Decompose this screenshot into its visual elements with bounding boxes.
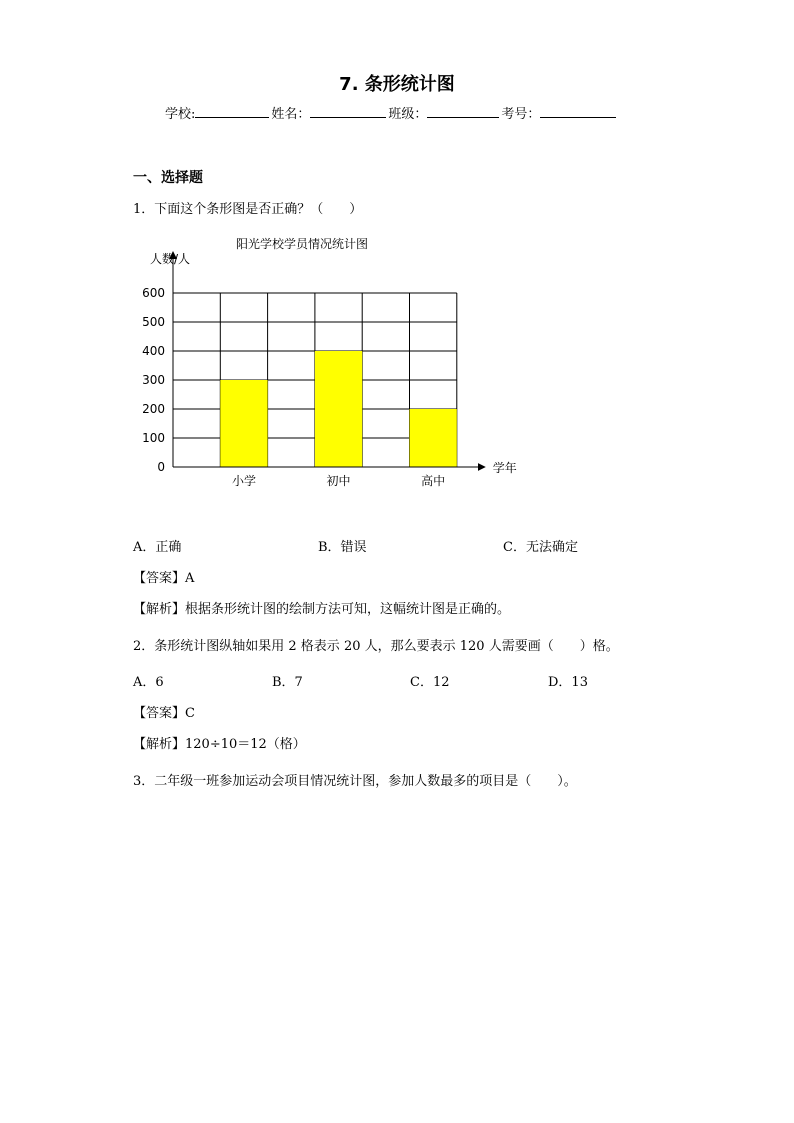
q2-option-a[interactable]: A．6 [133, 675, 164, 690]
q1-option-a[interactable]: A．正确 [133, 540, 182, 555]
section-heading: 一、选择题 [133, 170, 203, 186]
q2-analysis: 【解析】120÷10＝12（格） [133, 737, 306, 752]
y-tick-label-2: 200 [142, 402, 165, 416]
class-label: 班级： [388, 107, 428, 122]
q2-answer: 【答案】C [133, 706, 195, 721]
chart-title: 阳光学校学员情况统计图 [235, 237, 369, 251]
name-blank[interactable] [310, 103, 386, 118]
bar-chart-svg [130, 230, 550, 490]
bar-chart [130, 230, 550, 490]
y-tick-label-6: 600 [142, 286, 165, 300]
q2-option-c[interactable]: C．12 [410, 675, 450, 690]
q1-option-b[interactable]: B．错误 [318, 540, 367, 555]
y-axis-label: 人数/人 [150, 252, 191, 266]
student-info-line [165, 103, 618, 122]
q1-option-c[interactable]: C．无法确定 [503, 540, 578, 555]
y-tick-label-0: 0 [157, 460, 165, 474]
q1-stem: 1．下面这个条形图是否正确？（ ） [133, 202, 363, 217]
q2-stem: 2．条形统计图纵轴如果用 2 格表示 20 人，那么要表示 120 人需要画（ ）格。 [133, 639, 619, 654]
school-label: 学校: [165, 107, 196, 122]
x-category-label-0: 小学 [231, 474, 256, 488]
bar-0 [220, 380, 267, 467]
bar-2 [410, 409, 457, 467]
q3-stem: 3．二年级一班参加运动会项目情况统计图，参加人数最多的项目是（ ）。 [133, 774, 577, 789]
x-category-label-2: 高中 [421, 474, 446, 488]
x-axis-label: 学年 [492, 461, 517, 475]
class-blank[interactable] [427, 103, 499, 118]
y-tick-label-5: 500 [142, 315, 165, 329]
page-title: 7. 条形统计图 [339, 74, 455, 95]
q2-option-b[interactable]: B．7 [272, 675, 303, 690]
y-tick-label-3: 300 [142, 373, 165, 387]
y-tick-label-4: 400 [142, 344, 165, 358]
school-blank[interactable] [195, 103, 269, 118]
q2-option-d[interactable]: D．13 [548, 675, 588, 690]
q1-analysis: 【解析】根据条形统计图的绘制方法可知，这幅统计图是正确的。 [133, 602, 511, 617]
x-category-label-1: 初中 [326, 474, 351, 488]
name-label: 姓名： [271, 107, 311, 122]
bar-1 [315, 351, 362, 467]
q1-answer: 【答案】A [133, 571, 195, 586]
number-label: 考号： [501, 107, 541, 122]
number-blank[interactable] [540, 103, 616, 118]
y-tick-label-1: 100 [142, 431, 165, 445]
